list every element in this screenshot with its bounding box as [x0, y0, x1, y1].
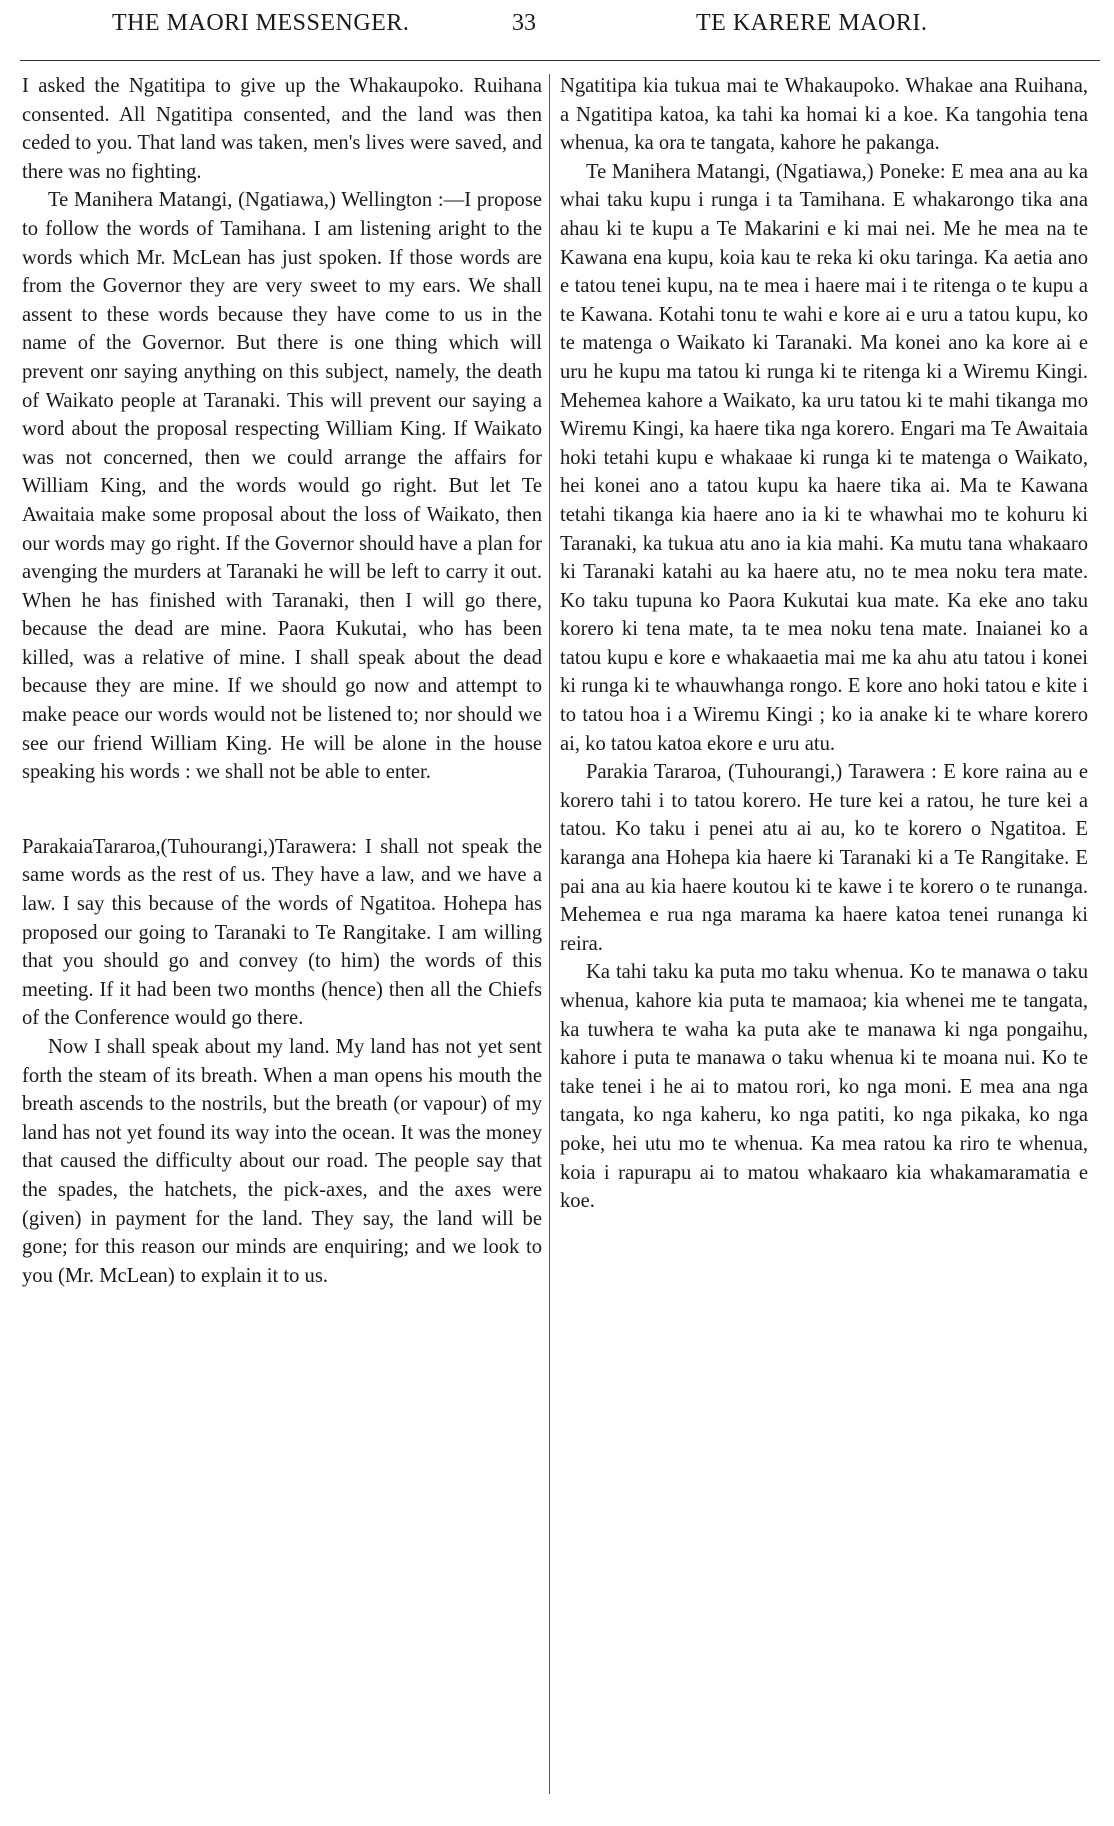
english-masthead: THE MAORI MESSENGER. — [112, 10, 410, 36]
page-number: 33 — [512, 10, 536, 36]
maori-paragraph: Ka tahi taku ka puta mo taku whenua. Ko te manawa o taku whenua, kahore kia puta te mamaoa; kia whenei me te tangata, ka tuwhera te waha ka puta ake te manawa ki nga pongaihu, kahore i puta te manawa o taku whenua ki te moana nui. Ko te take tenei i he ai to matou rori, ko nga moni. E mea ana nga tangata, ko nga kaheru, ko nga patiti, ko nga pikaka, ko nga poke, hei utu mo te whenua. Ka mea ratou ka riro te whenua, koia i rapurapu ai to matou whakaaro kia whakamaramatia e koe. — [560, 961, 1088, 1213]
header-rule — [20, 60, 1100, 61]
paragraph-gap — [22, 787, 542, 833]
maori-paragraph: Te Manihera Matangi, (Ngatiawa,) Poneke: E mea ana au ka whai taku kupu i runga i ta Tamihana. E whakarongo tika ana ahau ki te kupu a Te Makarini e ki mai nei. Me he mea na te Kawana ena kupu, koia kau te reka ki oku taringa. Ka aetia ano e tatou tenei kupu, na te mea i haere mai i te ritenga o te kupu a te Kawana. Kotahi tonu te wahi e kore ai e uru a tatou kupu, ko te matenga o Waikato ki Taranaki. Ma konei ano ka kore ai e uru he kupu ma tatou ki runga ki te ritenga ki a Wiremu Kingi. Mehemea kahore a Waikato, ka uru tatou ki te mahi tikanga mo Wiremu Kingi, ka haere tika nga korero. Engari ma Te Awaitaia hoki tetahi kupu e whakaae ki runga ki te matenga o Waikato, hei konei ano a tatou kupu ka haere tika ai. Ma te Kawana tetahi tikanga kia haere ano ia ki te whawhai mo te kohuru ki Taranaki, ka tukua atu ano ia kia mahi. Ka mutu tana whakaaro ki Taranaki katahi au ka haere atu, no te mea noku tera mate. Ko taku tupuna ko Paora Kukutai kua mate. Ka eke ano taku korero ki tena mate, ta te mea noku tena mate. Inaianei ko a tatou kupu e kore e whakaaetia mai me ka ahu atu tatou i konei ki runga ki te whauwhanga rongo. E kore ano hoki tatou e kite i to tatou hoa i a Wiremu Kingi ; ko ia anake ki te whare korero ai, ko tatou katoa ekore e uru atu. — [560, 160, 1088, 755]
english-column — [22, 72, 542, 1290]
english-paragraph: Te Manihera Matangi, (Ngatiawa,) Wellington :—I propose to follow the words of Tamihana. I am listening aright to the words which Mr. McLean has just spoken. If those words are from the Governor they are very sweet to my ears. We shall assent to these words because they have come to us in the name of the Governor. But there is one thing which will prevent onr saying anything on this subject, namely, the death of Waikato people at Taranaki. This will prevent our saying a word about the proposal respecting William King. If Waikato was not concerned, then we could arrange the affairs for William King, and the words would go right. But let Te Awaitaia make some proposal about the loss of Waikato, then our words may go right. If the Governor should have a plan for avenging the murders at Taranaki he will be left to carry it out. When he has finished with Taranaki, then I will go there, because the dead are mine. Paora Kukutai, who has been killed, was a relative of mine. I shall speak about the dead because they are mine. If we should go now and attempt to make peace our words would not be listened to; nor should we see our friend William King. He will be alone in the house speaking his words : we shall not be able to enter. — [22, 189, 542, 784]
maori-column — [560, 72, 1088, 1216]
column-divider — [549, 74, 550, 1794]
english-paragraph: Now I shall speak about my land. My land has not yet sent forth the steam of its breath. When a man opens his mouth the breath ascends to the nostrils, but the breath (or vapour) of my land has not yet found its way into the ocean. It was the money that caused the difficulty about our road. The people say that the spades, the hatchets, the pick-axes, and the axes were (given) in payment for the land. They say, the land will be gone; for this reason our minds are enquiring; and we look to you (Mr. McLean) to explain it to us. — [22, 1036, 542, 1287]
maori-paragraph: Parakia Tararoa, (Tuhourangi,) Tarawera : E kore raina au e korero tahi i to tatou korero. He ture kei a ratou, he ture kei a tatou. Ko taku i penei atu ai au, ko te korero o Ngatitoa. E karanga ana Hohepa kia haere ki Taranaki ki a Te Rangitake. E pai ana au kia haere koutou ki te kawe i te korero o te runanga. Mehemea e rua nga marama ka haere katoa tenei runanga ki reira. — [560, 761, 1088, 955]
maori-masthead: TE KARERE MAORI. — [696, 10, 928, 36]
english-paragraph: ParakaiaTararoa,(Tuhourangi,)Tarawera: I shall not speak the same words as the rest of us. They have a law, and we have a law. I say this because of the words of Ngatitoa. Hohepa has proposed our going to Taranaki to Te Rangitake. I am willing that you should go and convey (to him) the words of this meeting. If it had been two months (hence) then all the Chiefs of the Conference would go there. — [22, 835, 542, 1030]
page-header — [0, 0, 1114, 64]
maori-paragraph: Ngatitipa kia tukua mai te Whakaupoko. Whakae ana Ruihana, a Ngatitipa katoa, ka tahi ka homai ki a koe. Ka tangohia tena whenua, ka ora te tangata, kahore he pakanga. — [560, 75, 1088, 155]
english-paragraph: I asked the Ngatitipa to give up the Whakaupoko. Ruihana consented. All Ngatitipa consented, and the land was then ceded to you. That land was taken, men's lives were saved, and there was no fighting. — [22, 75, 542, 183]
